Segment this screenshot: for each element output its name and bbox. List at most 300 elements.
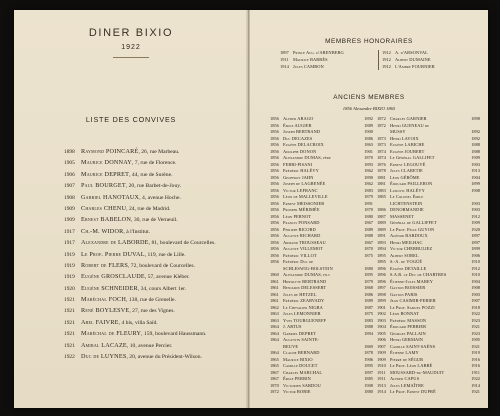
- guest-address: , 159, boulevard Haussmann.: [141, 331, 207, 338]
- member-end-year: 1916: [471, 356, 480, 362]
- member-name: Jean CASIMIR-PERIER: [390, 298, 436, 303]
- member-end-year: 1879: [364, 194, 373, 199]
- member-end-year: 1914: [471, 382, 480, 388]
- guest-year: 1919: [64, 262, 75, 269]
- honorary-members-right: [382, 49, 480, 70]
- member-year: 1895: [377, 259, 386, 264]
- member-end-year: 1921: [471, 343, 480, 349]
- member-name: Ernest MEISSONIER: [283, 200, 325, 206]
- member-year: 1906: [377, 337, 386, 342]
- guest-address: , 30, rue de Verneuil.: [131, 217, 178, 224]
- member-year: 1856: [270, 174, 279, 180]
- member-name: Émile PERRIN: [283, 376, 311, 381]
- member-year: 1886: [377, 207, 386, 212]
- guest-entry: [64, 157, 244, 168]
- member-name: Ernest LEGOUVÉ: [390, 161, 426, 167]
- member-year: 1867: [270, 376, 279, 381]
- guest-name: Ch.-M. WIDOR: [81, 227, 124, 235]
- member-name: Camille SAINT-SAËNS: [390, 343, 436, 349]
- member-year: 1885: [377, 194, 386, 199]
- member-year: 1913: [377, 382, 386, 388]
- guest-year: 1921: [64, 342, 75, 349]
- honorary-members-left: [280, 49, 378, 70]
- member-year: 1863: [270, 317, 279, 323]
- member-end-year: 1891: [364, 200, 373, 206]
- guest-entry: [64, 317, 244, 328]
- member-end-year: 1875: [364, 311, 373, 316]
- right-page: [250, 10, 488, 408]
- member-name: Auguste RICHARD: [283, 233, 321, 238]
- member-name: Benjamin DELESSERT: [283, 285, 327, 290]
- guest-year: 1919: [64, 251, 75, 258]
- member-name: Albert DUMAINE: [395, 57, 431, 62]
- member-name: Frédéric VILLOT: [283, 252, 317, 258]
- honorary-member-entry: [280, 63, 378, 70]
- member-name: Alfred CAPUS: [390, 376, 420, 381]
- guest-entry: [64, 180, 244, 191]
- member-year: 1856: [270, 129, 279, 134]
- guest-entry: [64, 305, 244, 316]
- member-year: 1897: [377, 285, 386, 290]
- member-end-year: 1863: [364, 142, 373, 147]
- member-year: 1914: [377, 389, 386, 394]
- guest-entry: [64, 271, 244, 282]
- member-year: 1898: [377, 291, 386, 297]
- member-end-year: 1889: [364, 298, 373, 303]
- member-name: Henri GERMAIN: [390, 337, 424, 342]
- member-end-year: 1887: [364, 304, 373, 310]
- guest-year: 1908: [64, 194, 75, 201]
- member-end-year: 1870: [364, 246, 373, 251]
- member-end-year: 1919: [471, 350, 480, 355]
- member-year: 1856: [270, 181, 279, 186]
- member-year: 1865: [270, 356, 279, 362]
- guest-address: , 24, rue de Madrid.: [126, 205, 171, 212]
- member-name: Frédéric ZEARVADY: [283, 298, 325, 303]
- member-year: 1856: [270, 155, 279, 160]
- member-year: 1912: [382, 57, 391, 62]
- member-end-year: 1908: [471, 187, 480, 193]
- member-year: 1872: [270, 389, 279, 394]
- member-name: Henri MEILHAC: [390, 239, 423, 245]
- member-end-year: 1867: [364, 239, 373, 245]
- member-end-year: 1870: [364, 155, 373, 160]
- member-year: 1861: [270, 298, 279, 303]
- member-name: Édouard PAILLERON: [390, 181, 433, 186]
- member-end-year: 1910: [471, 259, 480, 264]
- honorary-member-entry: [280, 56, 378, 63]
- member-year: 1894: [377, 246, 386, 251]
- member-end-year: 1921: [471, 324, 480, 329]
- member-year: 1856: [270, 252, 279, 258]
- member-end-year: 1907: [471, 298, 480, 303]
- member-end-year: 1883: [364, 317, 373, 323]
- member-end-year: 1895: [364, 272, 373, 277]
- member-year: 1856: [270, 122, 279, 128]
- guest-year: 1906: [64, 171, 75, 178]
- member-name: Gabriel DEPRET: [283, 330, 317, 336]
- guest-name: Maurice DEPRET: [81, 170, 130, 178]
- guest-year: 1909: [64, 205, 75, 212]
- honorary-member-entry: [382, 49, 480, 56]
- guest-list-title: LISTE DES CONVIVES: [85, 115, 177, 124]
- guest-name: Amiral LACAZE: [81, 341, 127, 349]
- member-name: Étienne LAMY: [390, 350, 419, 355]
- honorary-member-entry: [382, 63, 480, 70]
- guest-year: 1907: [64, 183, 75, 190]
- member-end-year: 1886: [364, 135, 373, 141]
- member-year: 1896: [377, 278, 386, 284]
- member-end-year: 1897: [471, 233, 480, 238]
- guest-name: Ernest BABELON: [81, 216, 132, 224]
- guest-entry: [64, 203, 244, 214]
- title-rule: [113, 57, 149, 58]
- member-name: Victor CHERBULIEZ: [390, 246, 433, 251]
- guest-year: 1921: [64, 308, 75, 315]
- member-name: Agénor BARDOUX: [390, 233, 428, 238]
- member-name: MOUSSARD-du-MAUDUIT: [390, 369, 445, 375]
- member-end-year: 1909: [471, 155, 480, 160]
- member-year: 1863: [270, 311, 279, 316]
- member-name: Jules LEMONNIER: [283, 311, 321, 316]
- member-end-year: 1922: [471, 311, 480, 316]
- member-name: Joseph BERTRAND: [283, 129, 321, 134]
- guest-address: , 7, rue de Florence.: [131, 160, 177, 167]
- member-name: Victor BORIE: [283, 389, 311, 394]
- member-end-year: 1892: [471, 129, 480, 134]
- member-year: 1912: [382, 50, 391, 55]
- member-year: 1856: [270, 148, 279, 154]
- member-year: 1856: [270, 213, 279, 219]
- guest-year: 1920: [64, 285, 75, 292]
- member-name: Le Général GALLIFET: [390, 155, 435, 160]
- member-name: Étienne-Jules MAREY: [390, 278, 434, 284]
- member-name: Le Prof. Félix GUYON: [390, 226, 435, 232]
- member-name: Hippolyte BERTRAND: [283, 278, 327, 284]
- guest-year: 1921: [64, 331, 75, 338]
- member-end-year: 1904: [471, 174, 480, 180]
- member-year: 1899: [377, 298, 386, 303]
- member-end-year: 1888: [471, 148, 480, 154]
- member-name: Léon GÉRÔME: [390, 174, 420, 180]
- member-name: Victor LEFRANC: [283, 187, 318, 193]
- member-end-year: 1862: [364, 168, 373, 173]
- former-members-right: [377, 116, 480, 396]
- guest-entry: [64, 237, 244, 248]
- member-name: Pierre de SÉGUR: [390, 356, 424, 362]
- member-year: 1856: [270, 116, 279, 121]
- member-end-year: 1906: [471, 252, 480, 258]
- member-year: 1889: [377, 220, 386, 225]
- member-year: 1903: [377, 317, 386, 323]
- member-end-year: 1922: [471, 376, 480, 381]
- former-member-entry: [377, 389, 480, 396]
- member-year: 1883: [377, 187, 386, 193]
- member-end-year: 1888: [364, 233, 373, 238]
- member-end-year: 1878: [364, 350, 373, 355]
- member-name: Le Prof. Ernest DUPRÉ: [390, 389, 436, 394]
- member-year: 1872: [377, 116, 386, 121]
- guest-entry: [64, 249, 244, 260]
- member-year: 1881: [377, 181, 386, 186]
- guest-entry: [64, 146, 244, 157]
- member-name: Léon PERNOT: [283, 213, 312, 219]
- guest-address: , 20, rue Barbet-de-Jouy.: [125, 183, 182, 190]
- member-end-year: 1889: [364, 226, 373, 232]
- honorary-brace: [378, 50, 381, 70]
- member-end-year: 1879: [364, 278, 373, 284]
- member-end-year: 1895: [364, 363, 373, 368]
- member-end-year: 1913: [471, 168, 480, 173]
- member-end-year: 1899: [471, 246, 480, 251]
- guest-name: Eugène SCHNEIDER: [81, 284, 138, 292]
- honorary-member-entry: [382, 56, 480, 63]
- member-year: 1881: [377, 174, 386, 180]
- member-year: 1861: [270, 285, 279, 290]
- member-year: 1907: [377, 343, 386, 349]
- guest-name: Raymond POINCARÉ: [81, 148, 139, 155]
- member-name: Léon de MALLEVILLE: [283, 194, 328, 199]
- guest-name: Robert de FLERS: [81, 261, 128, 269]
- member-end-year: 1903: [471, 291, 480, 297]
- member-name: Frédéric Duc de: [283, 259, 314, 264]
- member-year: 1904: [377, 324, 386, 329]
- member-year: 1874: [377, 155, 386, 160]
- guest-name: Alexandre de LABORDE: [81, 239, 149, 247]
- member-end-year: 1867: [364, 220, 373, 225]
- member-end-year: 1921: [471, 389, 480, 394]
- member-end-year: 1910: [471, 272, 480, 277]
- member-year: 1856: [270, 142, 279, 147]
- member-name: Geoffroy JAHN: [283, 174, 314, 180]
- guest-name: Maréchal FOCH: [81, 296, 127, 304]
- member-name: DENORMANDIE: [390, 207, 424, 212]
- member-end-year: 1889: [364, 122, 373, 128]
- member-end-year: 1903: [471, 207, 480, 212]
- guest-list: [64, 146, 244, 362]
- member-name: Victorien SARDOU: [283, 382, 321, 388]
- member-name: Le Colonel Émile: [390, 194, 424, 199]
- member-end-year: 1880: [364, 213, 373, 219]
- member-name: Augustin SAINTE-: [283, 337, 320, 342]
- member-year: 1910: [377, 363, 386, 368]
- guest-address: , 4 bis, villa Saïd.: [118, 319, 158, 326]
- member-name: Eugène JOUBERT: [390, 148, 425, 154]
- member-year: 1909: [377, 350, 386, 355]
- member-name: Maurice BARRÈS: [293, 57, 328, 62]
- member-year: 1867: [270, 369, 279, 375]
- member-end-year: 1868: [364, 285, 373, 290]
- guest-year: 1919: [64, 274, 75, 281]
- member-name: Claude BERNARD: [283, 350, 320, 355]
- member-end-year: 1886: [364, 291, 373, 297]
- guest-entry: [64, 214, 244, 225]
- member-name: Le Prof. Léon LABBÉ: [390, 363, 433, 368]
- member-year: 1864: [270, 337, 279, 342]
- member-end-year: 1912: [471, 265, 480, 271]
- member-year: 1893: [377, 239, 386, 245]
- member-name: Auguste VILLEMOT: [283, 246, 324, 251]
- member-year: 1856: [270, 194, 279, 199]
- guest-entry: [64, 260, 244, 271]
- member-name: S.A.R. le Duc de CHARTRES: [390, 272, 447, 277]
- member-year: 1896: [377, 272, 386, 277]
- guest-address: , 138, rue de Grenelle.: [126, 297, 176, 304]
- member-end-year: 1911: [471, 369, 480, 375]
- guest-name: Gabriel HANOTAUX: [81, 193, 140, 201]
- member-year: 1887: [377, 213, 386, 219]
- member-name: Yves TOURGUENEFF: [283, 317, 327, 323]
- guest-year: 1898: [64, 149, 75, 155]
- guest-address: , 26, rue Marbeau.: [138, 149, 180, 155]
- member-year: 1856: [270, 187, 279, 193]
- member-end-year: 1892: [364, 116, 373, 121]
- member-name: BEUVE: [283, 343, 299, 349]
- member-name: Eugène LABICHE: [390, 142, 425, 147]
- member-end-year: 1880: [364, 265, 373, 271]
- member-name: S.-A. de VOGÜÉ: [390, 259, 423, 264]
- member-year: 1865: [270, 363, 279, 368]
- dinner-year: 1922: [121, 44, 141, 51]
- member-name: Alexandre DUMAS, père: [283, 155, 331, 160]
- guest-name: Maréchal de FLEURY: [81, 330, 142, 338]
- member-end-year: 1904: [471, 278, 480, 284]
- guest-name: Le Prof. Pierre DUVAL: [81, 250, 145, 258]
- member-end-year: 1923: [471, 330, 480, 336]
- member-name: Georges PALLAIN: [390, 330, 426, 336]
- member-name: Jules de HETZEL: [283, 291, 317, 297]
- member-year: 1895: [377, 252, 386, 258]
- member-year: 1856: [270, 233, 279, 238]
- member-year: 1874: [377, 148, 386, 154]
- member-year: 1896: [377, 265, 386, 271]
- member-end-year: 1875: [364, 252, 373, 258]
- member-year: 1873: [377, 142, 386, 147]
- member-name: Prosper MÉRIMÉE: [283, 207, 320, 212]
- member-end-year: 1890: [364, 174, 373, 180]
- member-year: 1902: [377, 311, 386, 316]
- guest-entry: [64, 283, 244, 294]
- guest-name: Maurice DONNAY: [81, 159, 132, 167]
- member-name: Camille DOUCET: [283, 363, 318, 368]
- guest-name: René BOYLESVE: [81, 307, 130, 315]
- member-name: Frédéric MASSON: [390, 317, 427, 323]
- member-end-year: 1898: [471, 116, 480, 121]
- member-name: MUSSY: [390, 129, 406, 134]
- member-name: Prince Aug. d'ARENBERG: [293, 50, 344, 55]
- guest-entry: [64, 192, 244, 203]
- member-name: Eugène DELACROIX: [283, 142, 324, 147]
- member-name: Jules CLARETIE: [390, 168, 423, 173]
- guest-year: 1921: [64, 297, 75, 304]
- member-end-year: 1900: [364, 129, 373, 134]
- member-end-year: 1903: [471, 200, 480, 206]
- member-year: 1862: [270, 304, 279, 310]
- member-end-year: 1908: [471, 285, 480, 290]
- member-year: 1864: [270, 324, 279, 329]
- member-name: Maurice BIXIO: [283, 356, 313, 362]
- member-year: 1876: [377, 161, 386, 167]
- member-end-year: 1888: [364, 324, 373, 329]
- member-year: 1856: [270, 200, 279, 206]
- member-end-year: 1920: [471, 226, 480, 232]
- member-name: A. d'ARSONVAL: [395, 50, 428, 55]
- member-name: Jules LEMAÎTRE: [390, 382, 424, 388]
- member-name: Jules CAMBON: [293, 64, 324, 69]
- member-year: 1856: [270, 168, 279, 173]
- member-name: Alfred ARAGO: [283, 116, 314, 121]
- guest-year: 1917: [64, 240, 75, 247]
- member-year: 1861: [270, 291, 279, 297]
- member-year: 1864: [270, 330, 279, 336]
- guest-year: 1922: [64, 354, 75, 361]
- guest-name: Charles CHENU: [81, 204, 127, 212]
- member-name: Albert SOREL: [390, 252, 419, 258]
- dinner-title: DINER BIXIO: [88, 27, 174, 39]
- guest-year: 1921: [64, 319, 75, 326]
- guest-entry: [64, 294, 244, 305]
- member-year: 1860: [270, 272, 279, 277]
- member-year: 1909: [377, 356, 386, 362]
- member-name: SCHLESWIG-HOLSTEIN: [283, 265, 333, 271]
- guest-address: , 57, avenue Kléber.: [144, 274, 190, 281]
- member-name: Gaston BOISSIER: [390, 285, 426, 290]
- member-year: 1914: [280, 64, 289, 69]
- member-name: Général de GALLIFFET: [390, 220, 437, 225]
- guest-entry: [64, 340, 244, 351]
- guest-address: , 10, avenue Percier.: [126, 342, 173, 349]
- member-year: 1905: [377, 330, 386, 336]
- member-year: 1856: [270, 226, 279, 232]
- member-name: Édouard PERRIER: [390, 324, 427, 329]
- member-end-year: 1897: [471, 239, 480, 245]
- member-name: Émile AUGIER: [283, 122, 312, 128]
- member-year: 1856: [270, 259, 279, 264]
- member-name: Adolphe DONON: [283, 148, 317, 154]
- guest-address: , 27, rue des Vignes.: [129, 308, 175, 315]
- member-year: 1901: [377, 304, 386, 310]
- member-name: FERRI-PISANI: [283, 161, 313, 167]
- guest-name: Abel FAIVRE: [81, 318, 119, 326]
- member-name: Charles GARNIER: [390, 116, 427, 121]
- member-name: Ludovic HALÉVY: [390, 187, 425, 193]
- member-end-year: 1903: [471, 161, 480, 167]
- member-name: J. ARTUS: [283, 324, 302, 329]
- member-end-year: 1909: [471, 220, 480, 225]
- member-name: Francis PONSARD: [283, 220, 320, 225]
- member-name: Charles MARCHAL: [283, 369, 323, 375]
- member-year: 1897: [280, 50, 289, 55]
- member-year: 1911: [377, 376, 386, 381]
- member-end-year: 1888: [471, 142, 480, 147]
- founder-line: 1856 Alexandre BIXIO 1865: [342, 106, 396, 111]
- member-name: Joseph de LAGRENÉE: [283, 181, 326, 186]
- member-year: 1911: [377, 369, 386, 375]
- member-year: 1912: [382, 64, 391, 69]
- former-members-title: ANCIENS MEMBRES: [333, 94, 405, 101]
- member-name: Henri GUENEAU de: [390, 122, 430, 128]
- member-year: 1856: [270, 207, 279, 212]
- guest-name: Paul BOURGET: [81, 182, 126, 190]
- member-end-year: 1880: [364, 389, 373, 394]
- member-year: 1872: [377, 122, 386, 128]
- guest-entry: [64, 226, 244, 237]
- member-end-year: 1906: [364, 356, 373, 362]
- member-name: Le Prof. Samuel POZZI: [390, 304, 435, 310]
- guest-year: 1917: [64, 228, 75, 235]
- guest-year: 1905: [64, 160, 75, 167]
- guest-entry: [64, 351, 244, 362]
